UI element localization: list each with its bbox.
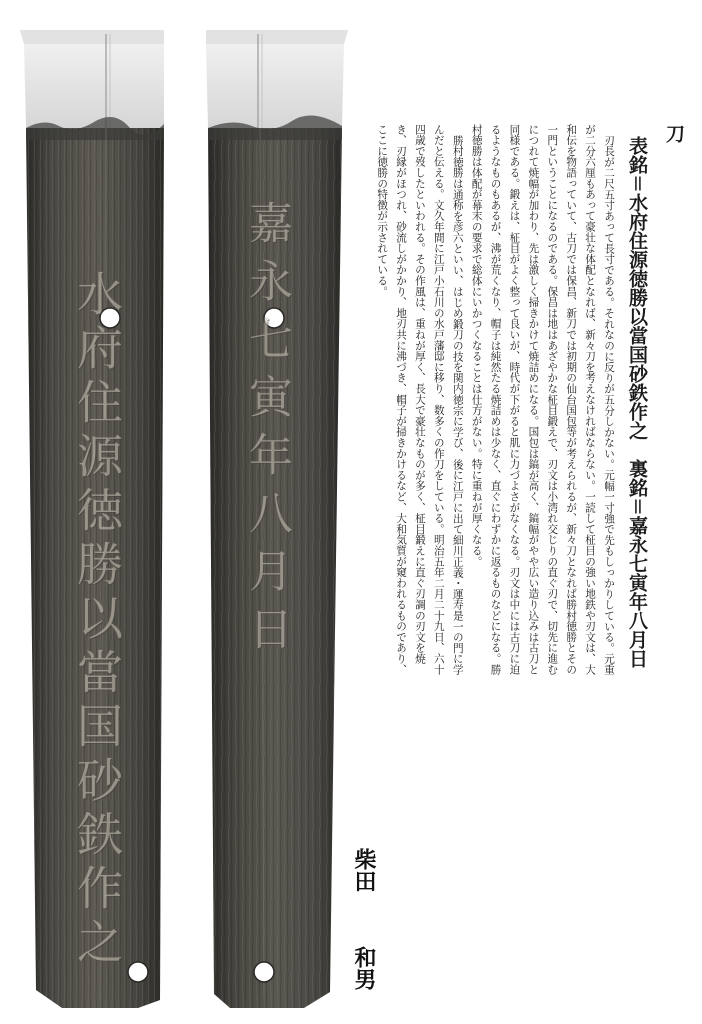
article-paragraph: 勝村徳勝は通称を彦六といい、はじめ鍛刀の技を関内徳宗に学び、後に江戸に出て細川正義・運寿是一の門に学んだと伝える。文久年間に江戸小石川の水戸藩邸に移り、数多くの作刀をしている。明治五年二月二十九日、六十四歳で歿したといわれる。その作風は、重ねが厚く、長大で豪壮なものが多く、柾目鍛えに直ぐ刃調の刃文を焼き、刃縁がほつれ、砂流しがかかり、地刃共に沸づき、帽子が掃きかけるなど、大和気質が窺われるものであり、ここに徳勝の特徴が示されている。 bbox=[376, 124, 464, 675]
article bbox=[376, 124, 692, 680]
author-family-name: 柴田 bbox=[351, 848, 376, 892]
author-byline bbox=[352, 848, 374, 990]
author-given-name: 和男 bbox=[351, 946, 376, 990]
article-paragraph: 刃長が二尺五寸あって長寸である。それなのに反りが五分しかない。元幅一寸強で先もしっかりしている。元重が二分六厘もあって豪壮な体配となれば、新々刀を考えなければならない。一読して柾目の強い地鉄や刃文は、大和伝を物語っていて、古刀では保昌、新刀では初期の仙台国包等が考えられるが、新々刀となれば勝村徳勝とその一門ということになるのである。保昌は地はあざやかな柾目鍛えで、刃文は小湾れ交じりの直ぐ刃で、切先に進むにつれて焼幅が加わり、先は激しく掃きかけて焼詰めになる。国包は鎬が高く、鎬幅がやや広い造り込みは古刀と同様である。鍛えは、柾目がよく整って良いが、時代が下がると肌に力づよさがなくなる。刃文は中には古刀に迫るようなものもあるが、沸が荒くなり、帽子は純然たる焼詰めは少なく、直ぐにわずかに返るものなどになる。勝村徳勝は体配が幕末の要求で総体にいかつくなることは仕方がない。特に重ねが厚くなる。 bbox=[470, 124, 615, 675]
article-body bbox=[372, 124, 618, 680]
tang-front-inscription: 水府住源徳勝以當国砂鉄作之 bbox=[70, 270, 124, 972]
inscription-heading: 表銘＝水府住源徳勝以當国砂鉄作之 裏銘＝嘉永七寅年八月日 bbox=[626, 136, 648, 669]
article-heading: 刀 bbox=[663, 124, 685, 143]
tang-back-inscription: 嘉永七寅年八月日 bbox=[241, 200, 292, 664]
